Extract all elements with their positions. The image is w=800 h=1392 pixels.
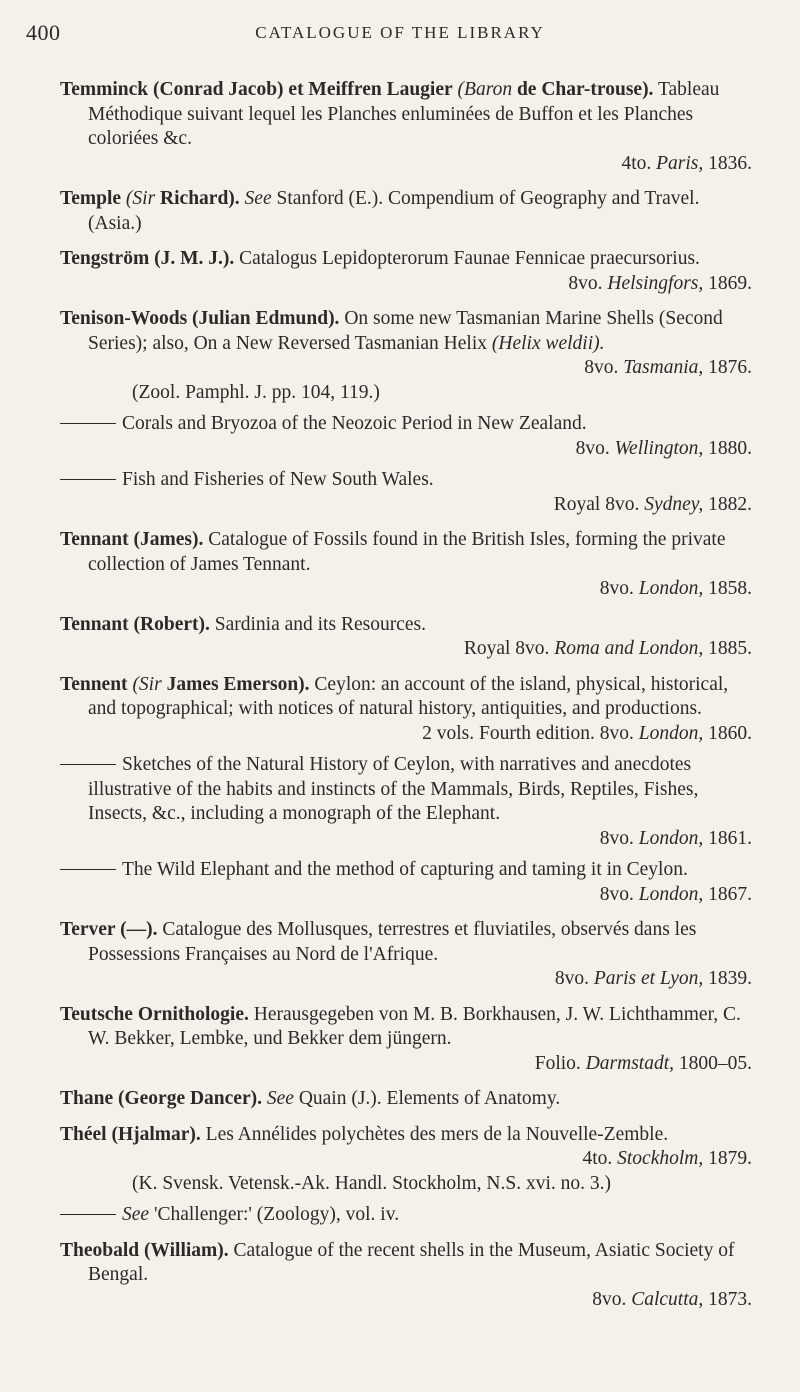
entry-title: The Wild Elephant and the method of capturing and taming it in Ceylon.: [122, 859, 688, 880]
format: 8vo.: [599, 827, 634, 849]
imprint: [88, 1052, 752, 1077]
place: Tasmania,: [623, 357, 704, 378]
catalogue-entry: [60, 673, 752, 747]
entry-heading-cont: James Emerson).: [166, 673, 310, 695]
entry-heading: Terver (—).: [60, 919, 158, 940]
place: Wellington,: [614, 437, 704, 459]
format: 8vo.: [599, 883, 634, 905]
imprint: [88, 437, 752, 462]
imprint: [88, 1147, 752, 1172]
place: Calcutta,: [631, 1288, 704, 1310]
place: Paris,: [656, 152, 704, 174]
entry-heading: Teutsche Ornithologie.: [60, 1003, 249, 1025]
place: Paris et Lyon,: [593, 968, 704, 989]
format: 8vo.: [554, 968, 589, 989]
entry-title: Catalogue of Fossils found in the British Isles, forming the private collection of James Tennant.: [88, 529, 726, 575]
imprint: [88, 1288, 752, 1313]
entry-heading: Théel (Hjalmar).: [60, 1123, 201, 1145]
entry-heading: Theobald (William).: [60, 1239, 229, 1261]
place: Roma and London,: [554, 638, 704, 659]
format: 2 vols. Fourth edition. 8vo.: [422, 722, 634, 744]
imprint: [88, 152, 752, 177]
ditto-rule: [60, 423, 116, 424]
format: Royal 8vo.: [553, 493, 640, 515]
imprint: [88, 967, 752, 992]
entry-title: Stanford (E.). Compendium of Geography and Travel. (Asia.): [88, 188, 700, 234]
format: 8vo.: [584, 357, 619, 378]
format: 8vo.: [592, 1288, 627, 1310]
entry-title: Herausgegeben von M. B. Borkhausen, J. W. Lichthammer, C. W. Bekker, Lembke, und Bekker dem jüngern.: [88, 1003, 741, 1049]
year: 1861.: [708, 827, 752, 849]
entry-heading-title: (Sir: [125, 188, 156, 209]
catalogue-entry: [60, 753, 752, 851]
place: London,: [638, 722, 704, 744]
entry-heading: Tenison-Woods (Julian Edmund).: [60, 308, 340, 329]
entry-heading: Temple: [60, 188, 122, 209]
entry-title: Les Annélides polychètes des mers de la Nouvelle-Zemble.: [205, 1123, 669, 1145]
entry-title: On some new Tasmanian Marine Shells (Second Series); also, On a New Reversed Tasmanian Helix: [88, 308, 723, 354]
catalogue-entry: [60, 247, 752, 296]
entry-title: Sardinia and its Resources.: [214, 613, 426, 635]
entry-title: Catalogue of the recent shells in the Museum, Asiatic Society of Bengal.: [88, 1239, 735, 1285]
format: 4to.: [582, 1148, 613, 1169]
imprint: [88, 493, 752, 518]
see-reference: See: [266, 1088, 294, 1109]
entry-title: 'Challenger:' (Zoology), vol. iv.: [153, 1204, 400, 1225]
catalogue-entry: [60, 613, 752, 662]
imprint: [88, 827, 752, 852]
see-reference: See: [122, 1204, 150, 1225]
entry-title: Catalogue des Mollusques, terrestres et fluviatiles, observés dans les Possessions Françaises au Nord de l'Afrique.: [88, 919, 697, 965]
format: 4to.: [621, 152, 652, 174]
entry-heading: Temminck (Conrad Jacob) et Meiffren Laugier: [60, 79, 453, 100]
catalogue-entry: [60, 1087, 752, 1112]
year: 1882.: [708, 493, 752, 515]
place: Helsingfors,: [607, 272, 704, 294]
year: 1860.: [708, 722, 752, 744]
entry-title: Corals and Bryozoa of the Neozoic Period in New Zealand.: [122, 413, 587, 434]
year: 1836.: [708, 152, 752, 174]
place: London,: [638, 827, 704, 849]
format: 8vo.: [575, 437, 610, 459]
entry-heading-cont: Richard).: [160, 188, 240, 209]
entry-note: (K. Svensk. Vetensk.-Ak. Handl. Stockholm, N.S. xvi. no. 3.): [132, 1172, 611, 1194]
place: Stockholm,: [617, 1148, 704, 1169]
catalogue-entry: [60, 858, 752, 907]
imprint: [88, 577, 752, 602]
catalogue-entries: [60, 78, 752, 1323]
year: 1869.: [708, 272, 752, 294]
entry-heading-title: (Baron: [457, 79, 513, 100]
catalogue-entry: [60, 468, 752, 517]
entry-title: Ceylon: an account of the island, physical, historical, and topographical; with notices of natural history, antiquities, and productions.: [88, 673, 729, 719]
catalogue-entry: [60, 1123, 752, 1197]
year: 1885.: [708, 638, 752, 659]
imprint: [88, 883, 752, 908]
year: 1876.: [708, 357, 752, 378]
format: Royal 8vo.: [463, 638, 550, 659]
catalogue-entry: [60, 1203, 752, 1228]
entry-heading: Tengström (J. M. J.).: [60, 248, 235, 269]
catalogue-entry: [60, 187, 752, 236]
catalogue-entry: [60, 78, 752, 176]
catalogue-entry: [60, 307, 752, 405]
imprint: [88, 637, 752, 662]
imprint: [88, 272, 752, 297]
page-header: [26, 20, 774, 60]
place: London,: [638, 578, 704, 599]
ditto-rule: [60, 479, 116, 480]
running-head: CATALOGUE OF THE LIBRARY: [255, 23, 545, 42]
page-number: 400: [26, 20, 61, 45]
year: 1879.: [708, 1148, 752, 1169]
entry-heading-cont: de Char-trouse).: [516, 79, 654, 100]
year: 1873.: [708, 1288, 752, 1310]
entry-title: Sketches of the Natural History of Ceylon, with narratives and anecdotes illustrative of the habits and instincts of the Mammals, Birds, Reptiles, Fishes, Insects, &c., including a monograph of the Elephant.: [88, 754, 699, 824]
ditto-rule: [60, 869, 116, 870]
entry-heading-title: (Sir: [132, 673, 162, 695]
format: 8vo.: [599, 578, 634, 599]
catalogue-entry: [60, 412, 752, 461]
year: 1880.: [708, 437, 752, 459]
format: 8vo.: [568, 272, 603, 294]
entry-heading: Tennant (James).: [60, 529, 204, 550]
year: 1858.: [708, 578, 752, 599]
entry-title: Fish and Fisheries of New South Wales.: [122, 469, 434, 490]
imprint: [88, 722, 752, 747]
format: Folio.: [534, 1052, 581, 1074]
place: London,: [638, 883, 704, 905]
ditto-rule: [60, 764, 116, 765]
imprint: [88, 356, 752, 381]
year: 1839.: [708, 968, 752, 989]
entry-title: Catalogus Lepidopterorum Faunae Fennicae praecursorius.: [239, 248, 700, 269]
catalogue-entry: [60, 528, 752, 602]
place: Sydney,: [644, 493, 704, 515]
catalogue-entry: [60, 1239, 752, 1313]
place: Darmstadt,: [585, 1052, 674, 1074]
entry-note: (Zool. Pamphl. J. pp. 104, 119.): [132, 381, 380, 403]
entry-title-italic: (Helix weldii).: [491, 332, 605, 354]
catalogue-entry: [60, 1003, 752, 1077]
year: 1800–05.: [678, 1052, 752, 1074]
year: 1867.: [708, 883, 752, 905]
ditto-rule: [60, 1214, 116, 1215]
entry-heading: Tennant (Robert).: [60, 613, 210, 635]
entry-heading: Tennent: [60, 673, 128, 695]
see-reference: See: [244, 188, 272, 209]
entry-heading: Thane (George Dancer).: [60, 1088, 262, 1109]
entry-title: Tableau Méthodique suivant lequel les Planches enluminées de Buffon et les Planches coloriées &c.: [88, 79, 720, 149]
entry-title: Quain (J.). Elements of Anatomy.: [298, 1088, 561, 1109]
catalogue-entry: [60, 918, 752, 992]
